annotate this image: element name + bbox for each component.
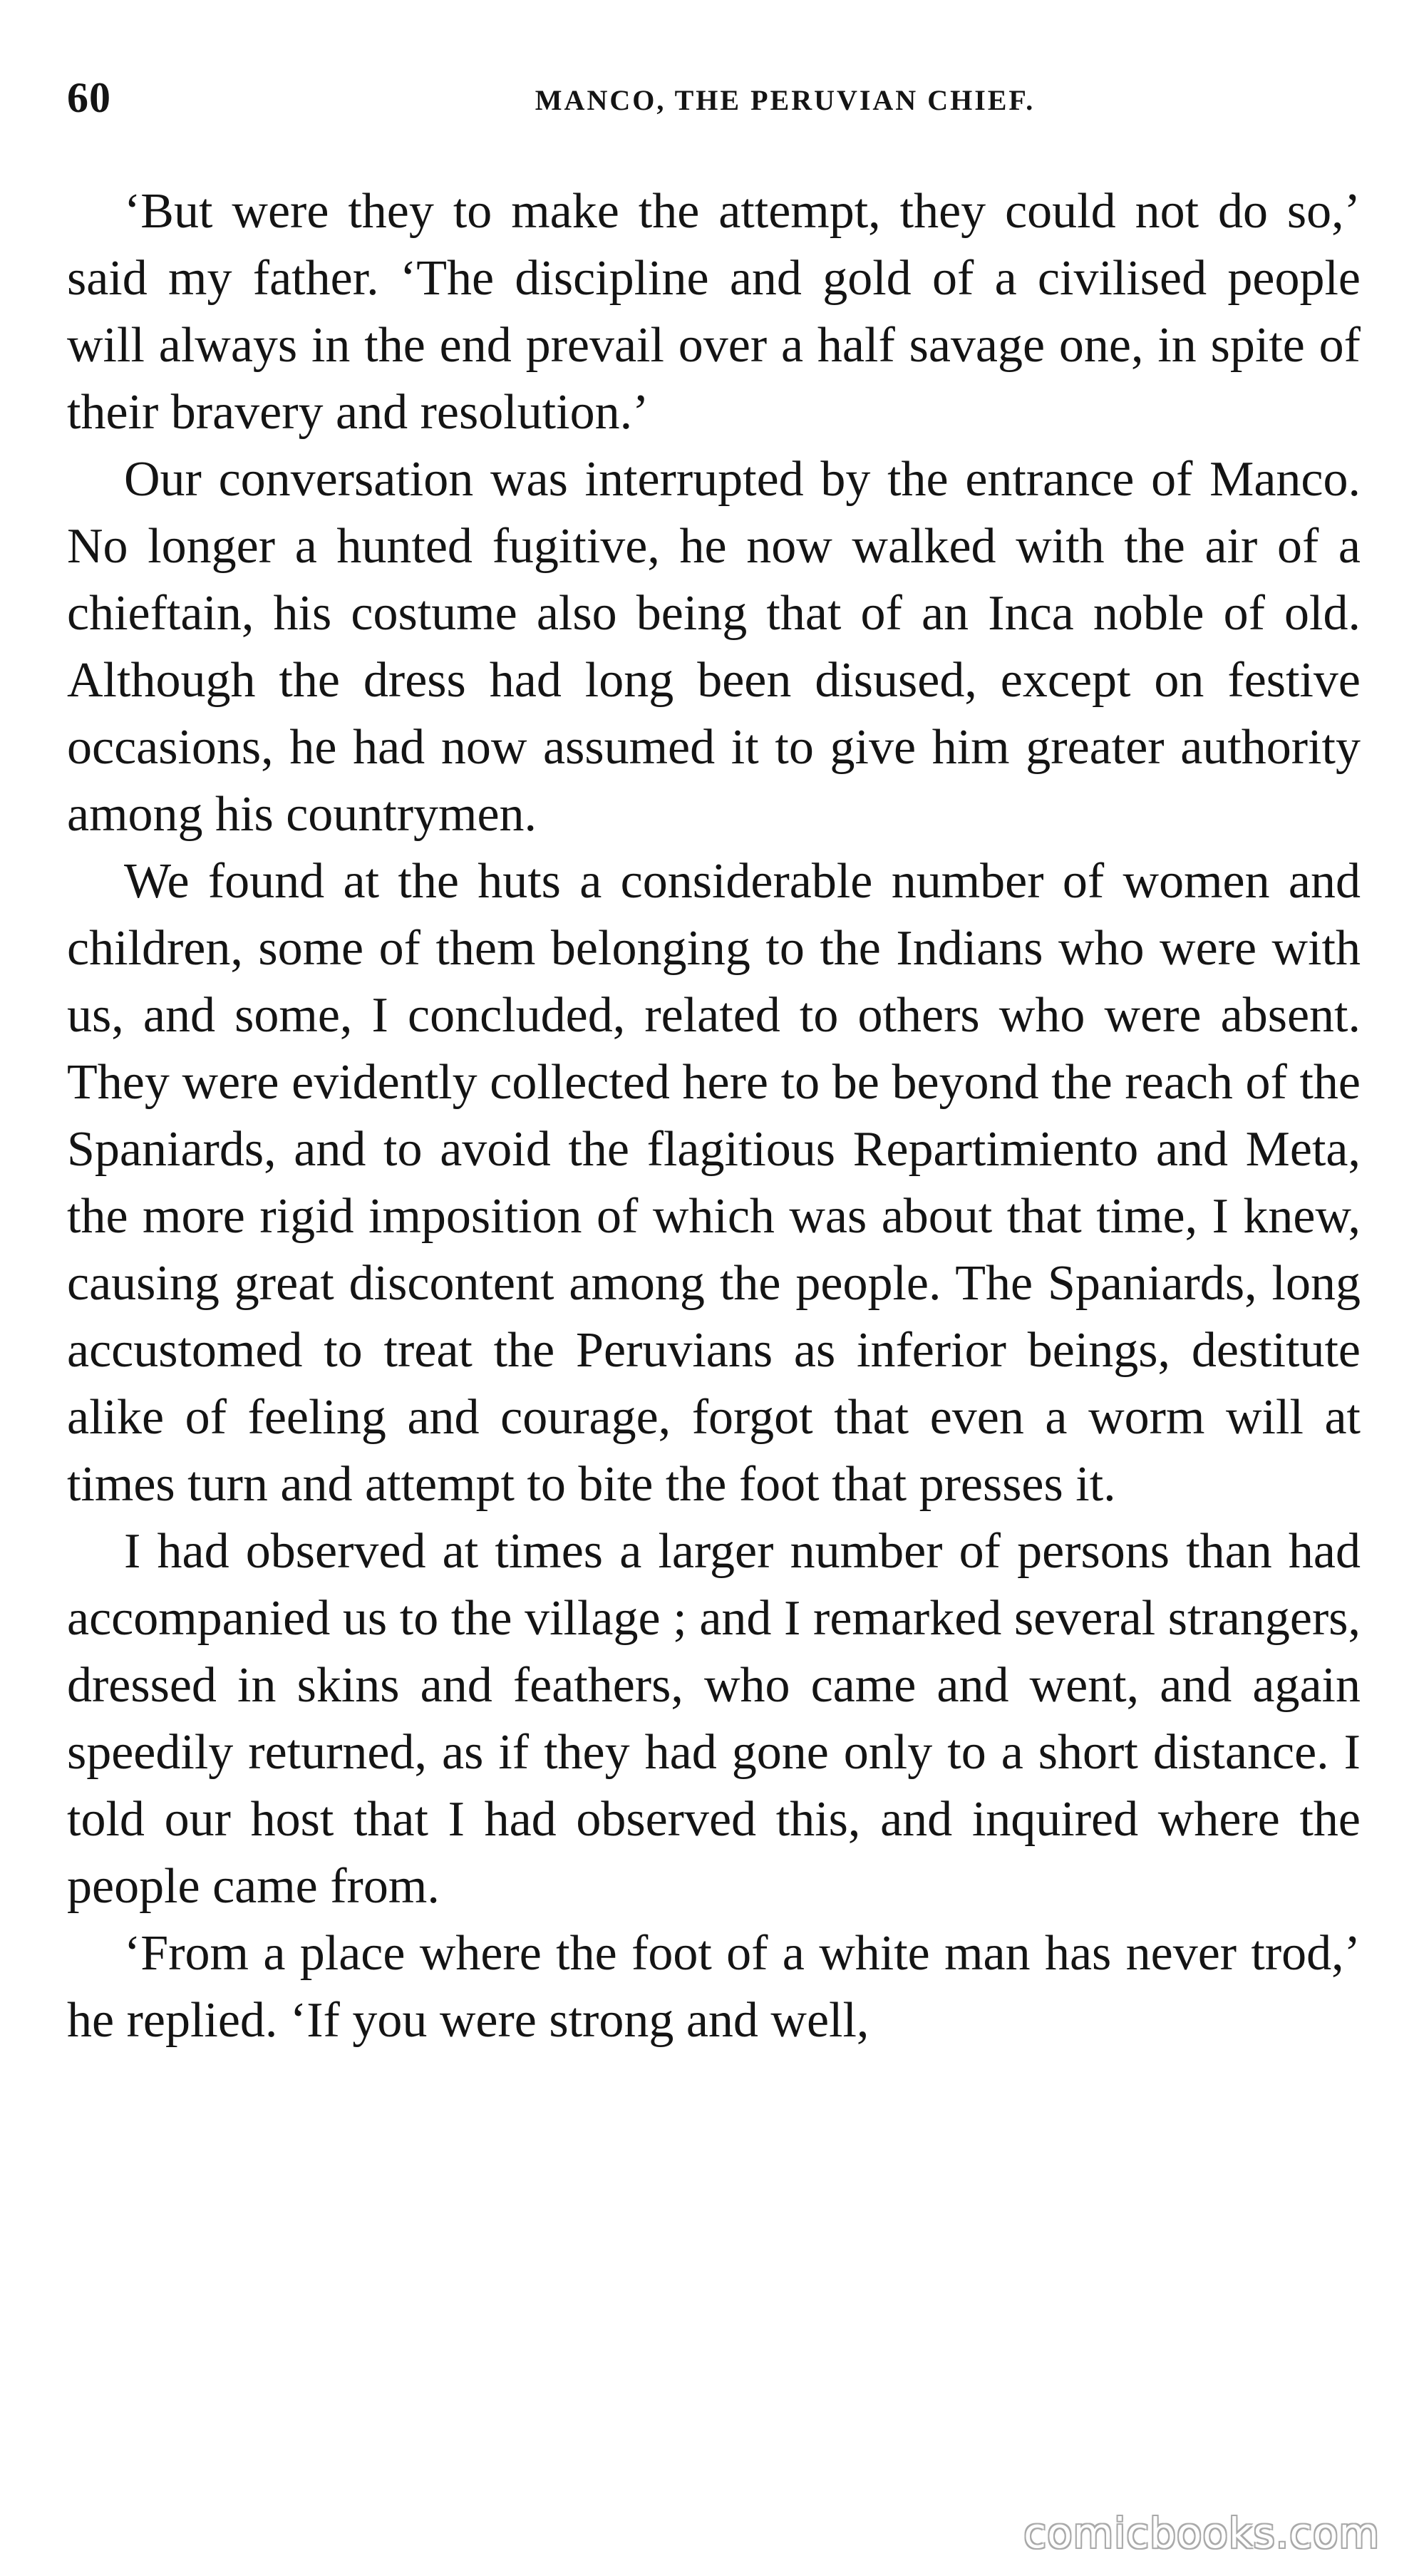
paragraph: Our conversation was interrupted by the entrance of Manco. No longer a hunted fugitive, he now walked with the air of a chieftain, his costume also being that of an Inca noble of old. Although the dress had long been disused, except on festive occasions, he had now assumed it to give him greater authority among his countrymen. bbox=[67, 452, 1361, 842]
paragraph: ‘But were they to make the attempt, they could not do so,’ said my father. ‘The discipline and gold of a civilised people will always in the end prevail over a half savage one, in spite of their bravery and resolution.’ bbox=[67, 184, 1361, 440]
paragraph: We found at the huts a considerable number of women and children, some of them belonging to the Indians who were with us, and some, I concluded, related to others who were absent. They were evidently collected here to be beyond the reach of the Spaniards, and to avoid the flagitious Repartimiento and Meta, the more rigid imposition of which was about that time, I knew, causing great discontent among the people. The Spaniards, long accustomed to treat the Peruvians as inferior beings, destitute alike of feeling and courage, forgot that even a worm will at times turn and attempt to bite the foot that presses it. bbox=[67, 854, 1361, 1512]
paragraph: ‘From a place where the foot of a white man has never trod,’ he replied. ‘If you were strong and well, bbox=[67, 1926, 1361, 2048]
paragraph: I had observed at times a larger number of persons than had accompanied us to the village ; and I remarked several strangers, dressed in skins and feathers, who came and went, and again speedily returned, as if they had gone only to a short distance. I told our host that I had observed this, and inquired where the people came from. bbox=[67, 1524, 1361, 1914]
page-number: 60 bbox=[67, 74, 111, 121]
body-text bbox=[67, 178, 1361, 2054]
page-header bbox=[67, 66, 1361, 144]
watermark: comicbooks.com bbox=[1023, 2509, 1380, 2557]
running-head: MANCO, THE PERUVIAN CHIEF. bbox=[535, 84, 1036, 116]
